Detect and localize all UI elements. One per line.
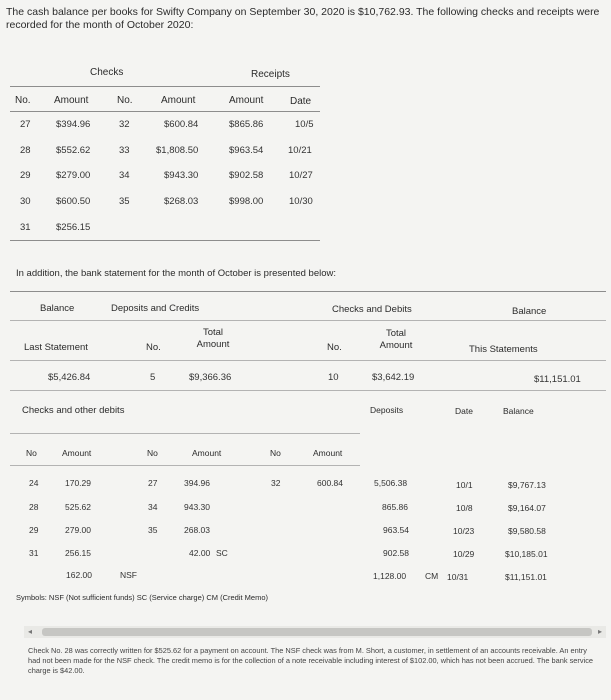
scroll-left-icon[interactable]: ◂ xyxy=(28,627,33,636)
detail-amount: 525.62 xyxy=(65,502,91,512)
receipt-amount: $865.86 xyxy=(229,119,264,130)
nsf-code: NSF xyxy=(120,570,137,580)
date-label: Date xyxy=(455,406,473,416)
check-amount: $943.30 xyxy=(164,170,199,181)
deposit-date: 10/29 xyxy=(453,549,475,559)
deposits-label: Deposits xyxy=(370,405,404,415)
deposit-date: 10/1 xyxy=(456,480,473,490)
detail-top-rule xyxy=(10,433,360,434)
deposit-total-label: Total Amount xyxy=(196,327,230,350)
check-total-value: $3,642.19 xyxy=(372,372,415,383)
col-receipt-amount: Amount xyxy=(229,95,264,106)
deposit-amount: 963.54 xyxy=(383,525,409,535)
symbols-legend: Symbols: NSF (Not sufficient funds) SC (Service charge) CM (Credit Memo) xyxy=(16,593,269,602)
check-amount: $394.96 xyxy=(56,119,91,130)
balance-label: Balance xyxy=(503,406,534,416)
detail-amount: 268.03 xyxy=(184,525,210,535)
receipt-date: 10/5 xyxy=(295,119,314,130)
bank-top-rule xyxy=(10,291,606,292)
bank-subheader-rule xyxy=(10,360,606,361)
deposit-amount: 902.58 xyxy=(383,548,409,558)
checks-header: Checks xyxy=(90,67,124,78)
receipt-date: 10/21 xyxy=(288,145,312,156)
bank-summary-rule xyxy=(10,390,606,391)
check-no: 29 xyxy=(20,170,31,181)
col-receipt-date: Date xyxy=(290,96,312,107)
checks-debits-header: Checks and Debits xyxy=(332,304,412,315)
deposit-amount: 1,128.00 xyxy=(373,571,407,581)
detail-amount: 394.96 xyxy=(184,478,210,488)
detail-no: 34 xyxy=(148,502,158,512)
deposit-total-value: $9,366.36 xyxy=(189,372,232,383)
col-no-2: No. xyxy=(117,95,133,106)
check-no: 31 xyxy=(20,222,31,233)
check-amount: $600.50 xyxy=(56,196,91,207)
book-bottom-rule xyxy=(10,240,320,241)
this-statements-label: This Statements xyxy=(469,344,538,355)
detail-amount: 600.84 xyxy=(317,478,343,488)
check-no: 30 xyxy=(20,196,31,207)
deposits-credits-header: Deposits and Credits xyxy=(111,303,200,314)
deposit-amount: 5,506.38 xyxy=(374,478,408,488)
check-no: 33 xyxy=(119,145,130,156)
deposit-amount: 865.86 xyxy=(382,502,408,512)
check-amount: $1,808.50 xyxy=(156,145,199,156)
detail-amount: 170.29 xyxy=(65,478,91,488)
sc-amount: 42.00 xyxy=(189,548,211,558)
check-amount: $552.62 xyxy=(56,145,91,156)
check-no: 32 xyxy=(119,119,130,130)
sc-code: SC xyxy=(216,548,228,558)
deposit-balance: $9,580.58 xyxy=(508,526,546,536)
detail-no: 27 xyxy=(148,478,158,488)
book-subheader-rule xyxy=(10,111,320,112)
deposit-date: 10/8 xyxy=(456,503,473,513)
bank-intro-text: In addition, the bank statement for the month of October is presented below: xyxy=(16,268,337,279)
detail-no: 32 xyxy=(271,478,281,488)
detail-no: 29 xyxy=(29,525,39,535)
detail-col-amount-1: Amount xyxy=(62,448,92,458)
deposit-balance: $11,151.01 xyxy=(505,572,547,582)
checks-other-debits-label: Checks and other debits xyxy=(22,405,125,416)
scroll-thumb[interactable] xyxy=(42,628,592,636)
check-count-value: 10 xyxy=(328,372,339,383)
deposit-date: 10/23 xyxy=(453,526,475,536)
detail-col-no-3: No xyxy=(270,448,281,458)
last-balance-value: $5,426.84 xyxy=(48,372,91,383)
check-no: 34 xyxy=(119,170,130,181)
deposit-count-value: 5 xyxy=(150,372,156,383)
check-no: 27 xyxy=(20,119,31,130)
check-total-label: Total Amount xyxy=(379,328,413,351)
receipt-amount: $963.54 xyxy=(229,145,264,156)
check-amount: $268.03 xyxy=(164,196,199,207)
detail-no: 35 xyxy=(148,525,158,535)
bank-balance-right-header: Balance xyxy=(512,306,547,317)
receipt-date: 10/27 xyxy=(289,170,313,181)
detail-no: 31 xyxy=(29,548,39,558)
detail-col-no-2: No xyxy=(147,448,158,458)
check-amount: $279.00 xyxy=(56,170,91,181)
detail-col-amount-2: Amount xyxy=(192,448,222,458)
check-no: 35 xyxy=(119,196,130,207)
notes-text: Check No. 28 was correctly written for $525.62 for a payment on account. The NSF check was from M. Short, a customer, in settlement of an accounts receivable. An entry had not been made for the NSF check. The credit memo is for the collection of a note receivable including interest of $102.00, which has not been accrued. The bank service charge is $42.00. xyxy=(28,646,594,675)
last-statement-label: Last Statement xyxy=(24,342,88,353)
check-no: 28 xyxy=(20,145,31,156)
detail-amount: 943.30 xyxy=(184,502,210,512)
ending-balance-value: $11,151.01 xyxy=(534,374,581,385)
scroll-right-icon[interactable]: ▸ xyxy=(597,627,602,636)
detail-amount: 256.15 xyxy=(65,548,91,558)
deposit-balance: $9,767.13 xyxy=(508,480,546,490)
deposit-balance: $9,164.07 xyxy=(508,503,546,513)
deposit-code: CM xyxy=(425,571,439,581)
detail-col-amount-3: Amount xyxy=(313,448,343,458)
col-no: No. xyxy=(15,95,31,106)
detail-col-no-1: No xyxy=(26,448,37,458)
detail-amount: 279.00 xyxy=(65,525,91,535)
detail-no: 28 xyxy=(29,502,39,512)
detail-header-rule xyxy=(10,465,360,466)
bank-header-rule xyxy=(10,320,606,321)
horizontal-scrollbar[interactable] xyxy=(24,626,606,638)
receipt-amount: $902.58 xyxy=(229,170,264,181)
check-amount: $256.15 xyxy=(56,222,91,233)
receipt-date: 10/30 xyxy=(289,196,313,207)
col-amount: Amount xyxy=(54,95,89,106)
intro-text: The cash balance per books for Swifty Company on September 30, 2020 is $10,762.93. The following checks and receipts were recorded for the month of October 2020: xyxy=(6,6,600,31)
check-no-label: No. xyxy=(327,342,342,353)
deposit-no-label: No. xyxy=(146,342,161,353)
nsf-amount: 162.00 xyxy=(66,570,92,580)
col-amount-2: Amount xyxy=(161,95,196,106)
detail-no: 24 xyxy=(29,478,39,488)
receipts-header: Receipts xyxy=(251,69,290,80)
receipt-amount: $998.00 xyxy=(229,196,264,207)
check-amount: $600.84 xyxy=(164,119,199,130)
deposit-balance: $10,185.01 xyxy=(505,549,548,559)
deposit-date: 10/31 xyxy=(447,572,469,582)
bank-balance-header: Balance xyxy=(40,303,75,314)
book-header-rule xyxy=(10,86,320,87)
